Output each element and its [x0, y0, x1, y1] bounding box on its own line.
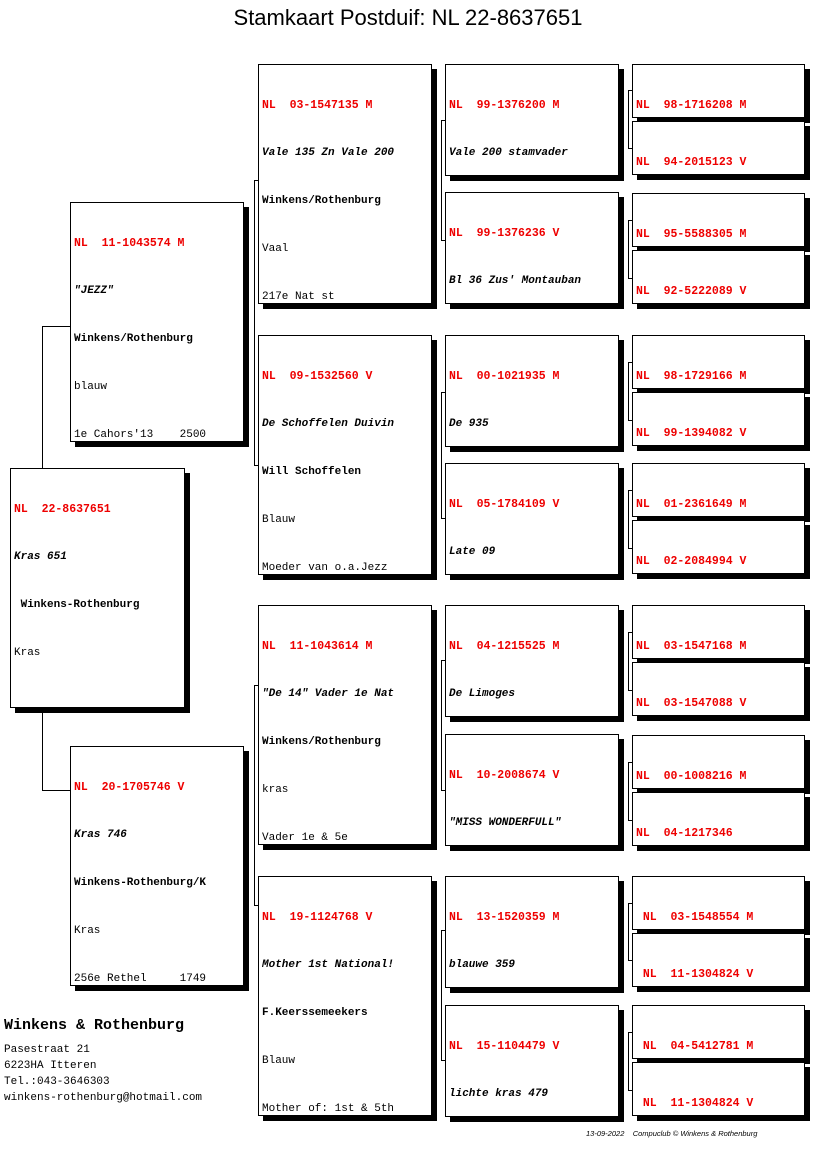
breeder-info	[4, 1018, 202, 1106]
great-grandparent-card[interactable]	[445, 335, 619, 447]
great-grandparent-card[interactable]	[445, 605, 619, 717]
ring-number: NL 92-5222089 V	[636, 285, 747, 298]
ring-number: NL 03-1547168 M	[636, 640, 747, 653]
owner: Winkens/Rothenburg	[74, 333, 193, 345]
breeder-name: Winkens & Rothenburg	[4, 1017, 185, 1034]
sire-card[interactable]	[70, 202, 244, 442]
pigeon-info-line: Blauw	[262, 514, 296, 526]
root-pigeon-card[interactable]	[10, 468, 185, 708]
connector-line	[441, 660, 442, 790]
breeder-city: 6223HA Itteren	[4, 1060, 97, 1072]
breeder-street: Pasestraat 21	[4, 1044, 90, 1056]
ring-number: NL 11-1043574 M	[74, 237, 185, 250]
pigeon-name: Kras 651	[14, 551, 67, 563]
pigeon-name: "MISS WONDERFULL"	[449, 817, 562, 829]
gen4-pigeon-card[interactable]	[632, 520, 805, 574]
ring-number: NL 11-1304824 V	[636, 1097, 754, 1110]
gen4-pigeon-card[interactable]	[632, 121, 805, 175]
pigeon-info-line: Kras	[74, 925, 101, 937]
footer-credit: 13-09-2022 Compuclub © Winkens & Rothenburg	[586, 1129, 758, 1138]
grandparent-card[interactable]	[258, 876, 432, 1116]
ring-number: NL 00-1021935 M	[449, 370, 560, 383]
pigeon-name: Mother 1st National!	[262, 959, 395, 971]
ring-number: NL 03-1547135 M	[262, 99, 373, 112]
ring-number: NL 03-1547088 V	[636, 697, 747, 710]
connector-line	[254, 685, 255, 905]
page-title: Stamkaart Postduif: NL 22-8637651	[233, 5, 583, 30]
grandparent-card[interactable]	[258, 64, 432, 304]
ring-number: NL 00-1008216 M	[636, 770, 747, 783]
ring-number: NL 15-1104479 V	[449, 1040, 560, 1053]
ring-number: NL 04-5412781 M	[636, 1040, 754, 1053]
gen4-pigeon-card[interactable]	[632, 335, 805, 389]
gen4-pigeon-card[interactable]	[632, 605, 805, 659]
ring-number: NL 98-1716208 M	[636, 99, 747, 112]
owner: F.Keerssemeekers	[262, 1007, 368, 1019]
grandparent-card[interactable]	[258, 335, 432, 575]
owner: Winkens-Rothenburg/K	[74, 877, 207, 889]
ring-number: NL 10-2008674 V	[449, 769, 560, 782]
great-grandparent-card[interactable]	[445, 876, 619, 988]
ring-number: NL 11-1043614 M	[262, 640, 373, 653]
gen4-pigeon-card[interactable]	[632, 463, 805, 517]
ring-number: NL 01-2361649 M	[636, 498, 747, 511]
ring-number: NL 98-1729166 M	[636, 370, 747, 383]
owner: Winkens/Rothenburg	[262, 736, 381, 748]
ring-number: NL 04-1215525 M	[449, 640, 560, 653]
ring-number: NL 19-1124768 V	[262, 911, 373, 924]
pigeon-info-line: Kras	[14, 647, 41, 659]
gen4-pigeon-card[interactable]	[632, 933, 805, 987]
gen4-pigeon-card[interactable]	[632, 792, 805, 846]
dam-card[interactable]	[70, 746, 244, 986]
pigeon-info-line: 256e Rethel 1749	[74, 973, 207, 985]
ring-number: NL 02-2084994 V	[636, 555, 747, 568]
ring-number: NL 22-8637651	[14, 503, 111, 516]
ring-number: NL 99-1376200 M	[449, 99, 560, 112]
connector-line	[441, 392, 442, 518]
ring-number: NL 99-1394082 V	[636, 427, 747, 440]
pigeon-name: De 935	[449, 418, 489, 430]
pigeon-name: De Limoges	[449, 688, 516, 700]
gen4-pigeon-card[interactable]	[632, 64, 805, 118]
pigeon-info-line: 1e Cahors'13 2500	[74, 429, 207, 441]
connector-line	[628, 490, 629, 548]
pigeon-name: Late 09	[449, 546, 496, 558]
pigeon-name: "De 14" Vader 1e Nat	[262, 688, 395, 700]
connector-line	[628, 762, 629, 820]
pigeon-info-line: kras	[262, 784, 289, 796]
connector-line	[42, 708, 43, 790]
gen4-pigeon-card[interactable]	[632, 1062, 805, 1116]
ring-number: NL 20-1705746 V	[74, 781, 185, 794]
connector-line	[628, 220, 629, 278]
owner: Winkens-Rothenburg	[14, 599, 140, 611]
ring-number: NL 03-1548554 M	[636, 911, 754, 924]
pigeon-name: Vale 135 Zn Vale 200	[262, 147, 395, 159]
pigeon-info-line: blauw	[74, 381, 108, 393]
gen4-pigeon-card[interactable]	[632, 1005, 805, 1059]
connector-line	[441, 930, 442, 1060]
gen4-pigeon-card[interactable]	[632, 392, 805, 446]
ring-number: NL 94-2015123 V	[636, 156, 747, 169]
connector-line	[42, 326, 43, 468]
pigeon-info-line: Mother of: 1st & 5th	[262, 1103, 395, 1115]
connector-line	[628, 1032, 629, 1090]
great-grandparent-card[interactable]	[445, 1005, 619, 1117]
connector-line	[42, 790, 70, 791]
owner: Winkens/Rothenburg	[262, 195, 381, 207]
great-grandparent-card[interactable]	[445, 192, 619, 304]
pigeon-name: blauwe 359	[449, 959, 516, 971]
gen4-pigeon-card[interactable]	[632, 662, 805, 716]
ring-number: NL 95-5588305 M	[636, 228, 747, 241]
gen4-pigeon-card[interactable]	[632, 250, 805, 304]
pigeon-name: lichte kras 479	[449, 1088, 549, 1100]
ring-number: NL 13-1520359 M	[449, 911, 560, 924]
breeder-email: winkens-rothenburg@hotmail.com	[4, 1092, 203, 1104]
pigeon-name: Kras 746	[74, 829, 127, 841]
pigeon-info-line: 217e Nat st	[262, 291, 335, 303]
ring-number: NL 05-1784109 V	[449, 498, 560, 511]
breeder-phone: Tel.:043-3646303	[4, 1076, 110, 1088]
great-grandparent-card[interactable]	[445, 463, 619, 575]
pigeon-name: Bl 36 Zus' Montauban	[449, 275, 582, 287]
ring-number: NL 99-1376236 V	[449, 227, 560, 240]
pigeon-info-line: Blauw	[262, 1055, 296, 1067]
connector-line	[628, 90, 629, 148]
gen4-pigeon-card[interactable]	[632, 735, 805, 789]
connector-line	[628, 632, 629, 690]
ring-number: NL 04-1217346	[636, 827, 733, 840]
pigeon-info-line: Moeder van o.a.Jezz	[262, 562, 388, 574]
connector-line	[441, 120, 442, 240]
great-grandparent-card[interactable]	[445, 734, 619, 846]
gen4-pigeon-card[interactable]	[632, 193, 805, 247]
pigeon-info-line: Vaal	[262, 243, 289, 255]
ring-number: NL 09-1532560 V	[262, 370, 373, 383]
ring-number: NL 11-1304824 V	[636, 968, 754, 981]
pigeon-info-line: Vader 1e & 5e	[262, 832, 348, 844]
gen4-pigeon-card[interactable]	[632, 876, 805, 930]
pigeon-name: De Schoffelen Duivin	[262, 418, 395, 430]
pigeon-name: "JEZZ"	[74, 285, 114, 297]
grandparent-card[interactable]	[258, 605, 432, 845]
connector-line	[42, 326, 70, 327]
great-grandparent-card[interactable]	[445, 64, 619, 176]
connector-line	[628, 903, 629, 960]
connector-line	[628, 362, 629, 420]
pigeon-name: Vale 200 stamvader	[449, 147, 568, 159]
connector-line	[254, 180, 255, 465]
owner: Will Schoffelen	[262, 466, 362, 478]
